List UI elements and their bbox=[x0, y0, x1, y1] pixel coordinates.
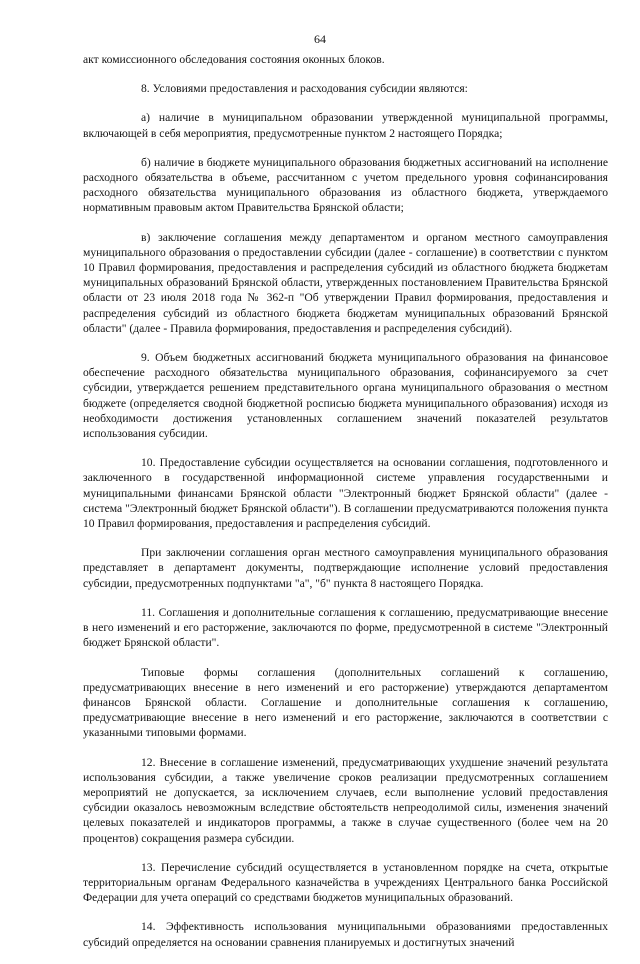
paragraph-continuation: акт комиссионного обследования состояния оконных блоков. bbox=[83, 53, 385, 66]
paragraph-item-8v: в) заключение соглашения между департаментом и органом местного самоуправления муниципального образования о предоставлении субсидии (далее - соглашение) в соответствии с пунктом 10 Правил формирования, предоставления и распределения субсидий из областного бюджета бюджетам муниципальных образований Брянской области, утвержденных постановлением Правительства Брянской области от 23 июля 2018 года № 362-п "Об утверждении Правил формирования, предоставления и распределения субсидий из областного бюджета бюджетам муниципальных образований Брянской области" (далее - Правила формирования, предоставления и распределения субсидий). bbox=[83, 230, 608, 335]
paragraph-item-9: 9. Объем бюджетных ассигнований бюджета муниципального образования на финансовое обеспечение расходного обязательства муниципального образования, софинансируемого за счет субсидии, утверждается решением представительного органа муниципального образования о местном бюджете (определяется сводной бюджетной росписью бюджета муниципального образования) исходя из необходимости достижения установленных соглашением значений показателей результатов использования субсидии. bbox=[83, 351, 608, 441]
paragraph-item-10-note: При заключении соглашения орган местного самоуправления муниципального образования представляет в департамент документы, подтверждающие исполнение условий предоставления субсидии, предусмотренных подпунктами "а", "б" пункта 8 настоящего Порядка. bbox=[83, 546, 608, 590]
paragraph-item-8a: а) наличие в муниципальном образовании утвержденной муниципальной программы, включающей в себя мероприятия, предусмотренные пунктом 2 настоящего Порядка; bbox=[83, 111, 608, 140]
document-body bbox=[83, 52, 608, 964]
paragraph-item-10: 10. Предоставление субсидии осуществляется на основании соглашения, подготовленного и заключенного в государственной информационной системе управления государственными и муниципальными финансами Брянской области "Электронный бюджет Брянской области" (далее - система "Электронный бюджет Брянской области"). В соглашении предусматриваются положения пункта 10 Правил формирования, предоставления и распределения субсидий. bbox=[83, 456, 608, 531]
paragraph-item-11: 11. Соглашения и дополнительные соглашения к соглашению, предусматривающие внесение в него изменений и его расторжение, заключаются по форме, предусмотренной в системе "Электронный бюджет Брянской области". bbox=[83, 605, 608, 650]
paragraph-item-12: 12. Внесение в соглашение изменений, предусматривающих ухудшение значений результата использования субсидии, а также увеличение сроков реализации предусмотренных соглашением мероприятий не допускается, за исключением случаев, если выполнение условий предоставления субсидии оказалось невозможным вследствие обстоятельств непреодолимой силы, изменения значений целевых показателей и индикаторов программы, а также в случае существенного (более чем на 20 процентов) сокращения размера субсидии. bbox=[83, 755, 608, 845]
paragraph-item-11-forms: Типовые формы соглашения (дополнительных соглашений к соглашению, предусматривающих внесение в него изменений и его расторжение) утверждаются департаментом финансов Брянской области. Соглашение и дополнительные соглашения к соглашению, предусматривающие внесение в него изменений и его расторжение, заключаются в соответствии с указанными типовыми формами. bbox=[83, 665, 608, 740]
page-number: 64 bbox=[314, 32, 326, 46]
paragraph-item-13: 13. Перечисление субсидий осуществляется в установленном порядке на счета, открытые территориальным органам Федерального казначейства в учреждениях Центрального банка Российской Федерации для учета операций со средствами бюджетов муниципальных образований. bbox=[83, 860, 608, 905]
paragraph-item-8: 8. Условиями предоставления и расходования субсидии являются: bbox=[141, 82, 468, 96]
paragraph-item-8b: б) наличие в бюджете муниципального образования бюджетных ассигнований на исполнение расходного обязательства в объеме, рассчитанном с учетом предельного уровня софинансирования расходного обязательства муниципального образования из областного бюджета, утверждаемого нормативным правовым актом Правительства Брянской области; bbox=[83, 155, 608, 215]
paragraph-item-14: 14. Эффективность использования муниципальными образованиями предоставленных субсидий определяется на основании сравнения планируемых и достигнутых значений bbox=[83, 920, 608, 949]
